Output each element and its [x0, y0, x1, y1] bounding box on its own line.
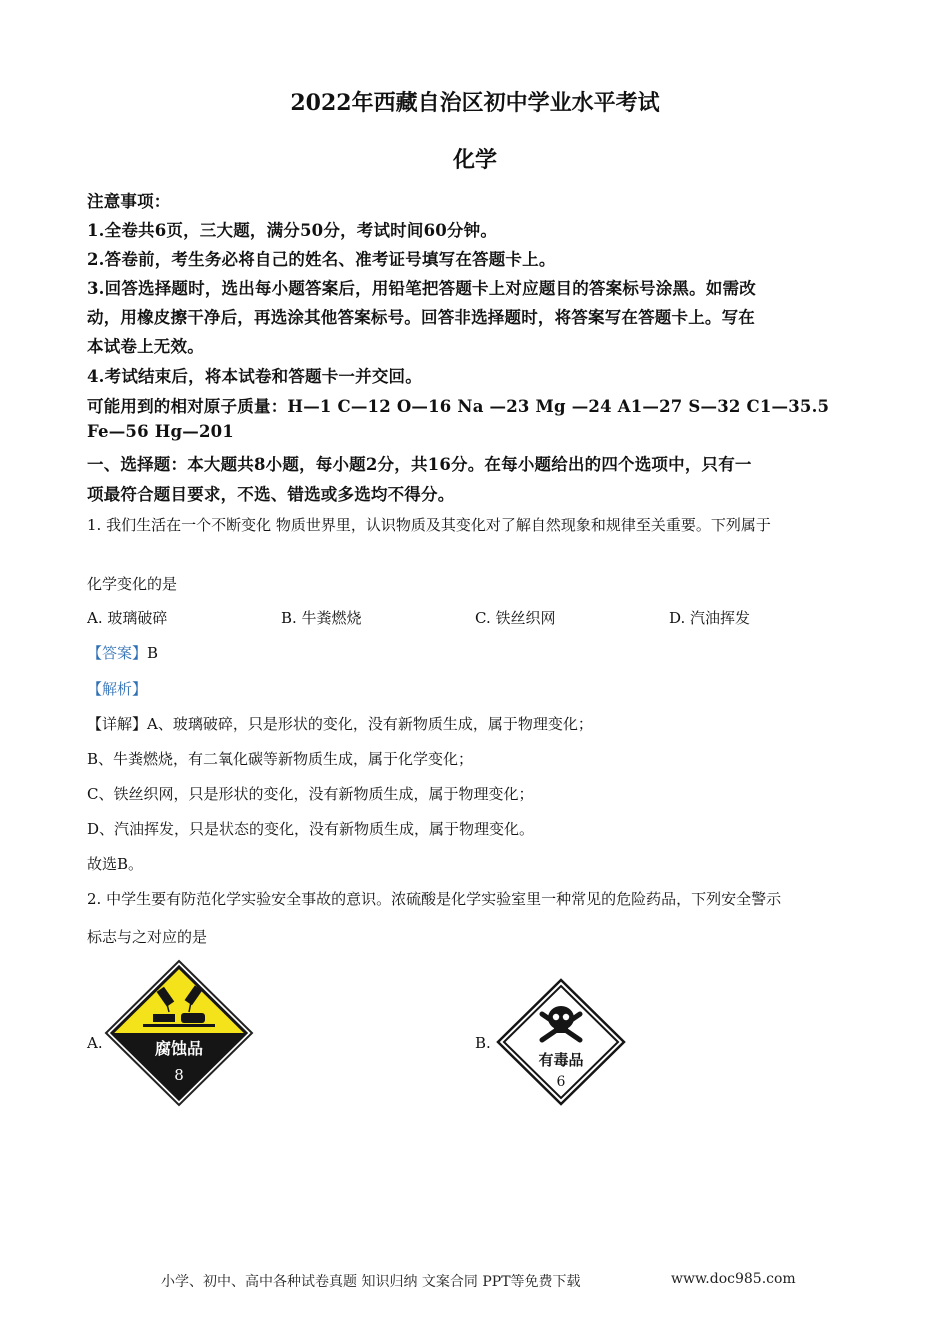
footer-text: 小学、初中、高中各种试卷真题 知识归纳 文案合同 PPT等免费下载 — [161, 1274, 581, 1290]
question-stem: 标志与之对应的是 — [87, 928, 208, 946]
toxic-class-number: 6 — [556, 1074, 566, 1090]
answer-tag: 【答案】 — [87, 644, 148, 662]
atomic-mass-line: Fe—56 Hg—201 — [87, 422, 234, 441]
section-heading: 一、选择题：本大题共8小题，每小题2分，共16分。在每小题给出的四个选项中，只有一 — [87, 455, 752, 474]
notice-line: 4.考试结束后，将本试卷和答题卡一并交回。 — [87, 367, 422, 386]
notice-line: 2.答卷前，考生务必将自己的姓名、准考证号填写在答题卡上。 — [87, 250, 556, 269]
notice-line: 3.回答选择题时，选出每小题答案后，用铅笔把答题卡上对应题目的答案标号涂黑。如需改 — [87, 279, 756, 298]
atomic-mass-line: 可能用到的相对原子质量：H—1 C—12 O—16 Na —23 Mg —24 A1—27 S—32 C1—35.5 — [87, 397, 830, 416]
detail-line: B、牛粪燃烧，有二氧化碳等新物质生成，属于化学变化； — [87, 750, 474, 768]
analysis-line — [87, 678, 147, 699]
option-a-label: A. — [87, 1034, 103, 1052]
answer-value: B — [147, 644, 159, 662]
answer-line — [87, 642, 158, 663]
notice-line: 1.全卷共6页，三大题，满分50分，考试时间60分钟。 — [87, 221, 498, 240]
detail-tag: 【详解】 — [87, 715, 148, 733]
footer-link[interactable]: www.doc985.com — [671, 1271, 796, 1287]
option-b: B. 牛粪燃烧 — [281, 609, 362, 627]
detail-text: A、玻璃破碎，只是形状的变化，没有新物质生成，属于物理变化； — [147, 715, 593, 733]
question-stem: 化学变化的是 — [87, 575, 178, 593]
corrosive-sign — [103, 958, 255, 1108]
section-heading: 项最符合题目要求，不选、错选或多选均不得分。 — [87, 485, 455, 504]
corrosive-class-number: 8 — [174, 1066, 184, 1084]
detail-line: 故选B。 — [87, 855, 144, 873]
detail-line — [87, 713, 593, 734]
detail-line: C、铁丝织网，只是形状的变化，没有新物质生成，属于物理变化； — [87, 785, 534, 803]
notice-line: 动，用橡皮擦干净后，再选涂其他答案标号。回答非选择题时，将答案写在答题卡上。写在 — [87, 308, 755, 327]
subject-title: 化学 — [452, 147, 497, 173]
question-stem: 1. 我们生活在一个不断变化 物质世界里，认识物质及其变化对了解自然现象和规律至关重要。下列属于 — [87, 516, 771, 534]
detail-line: D、汽油挥发，只是状态的变化，没有新物质生成，属于物理变化。 — [87, 820, 535, 838]
option-b-label: B. — [475, 1034, 491, 1052]
corrosive-label: 腐蚀品 — [154, 1039, 204, 1058]
option-c: C. 铁丝织网 — [475, 609, 556, 627]
notice-line: 本试卷上无效。 — [87, 337, 204, 356]
page-title: 2022年西藏自治区初中学业水平考试 — [290, 90, 660, 116]
question-stem: 2. 中学生要有防范化学实验安全事故的意识。浓硫酸是化学实验室里一种常见的危险药品，下列安全警示 — [87, 890, 782, 908]
toxic-sign — [496, 978, 626, 1106]
notice-heading: 注意事项： — [87, 192, 171, 211]
option-a: A. 玻璃破碎 — [87, 609, 168, 627]
option-d: D. 汽油挥发 — [669, 609, 751, 627]
analysis-tag: 【解析】 — [87, 680, 148, 698]
toxic-label: 有毒品 — [538, 1051, 584, 1069]
